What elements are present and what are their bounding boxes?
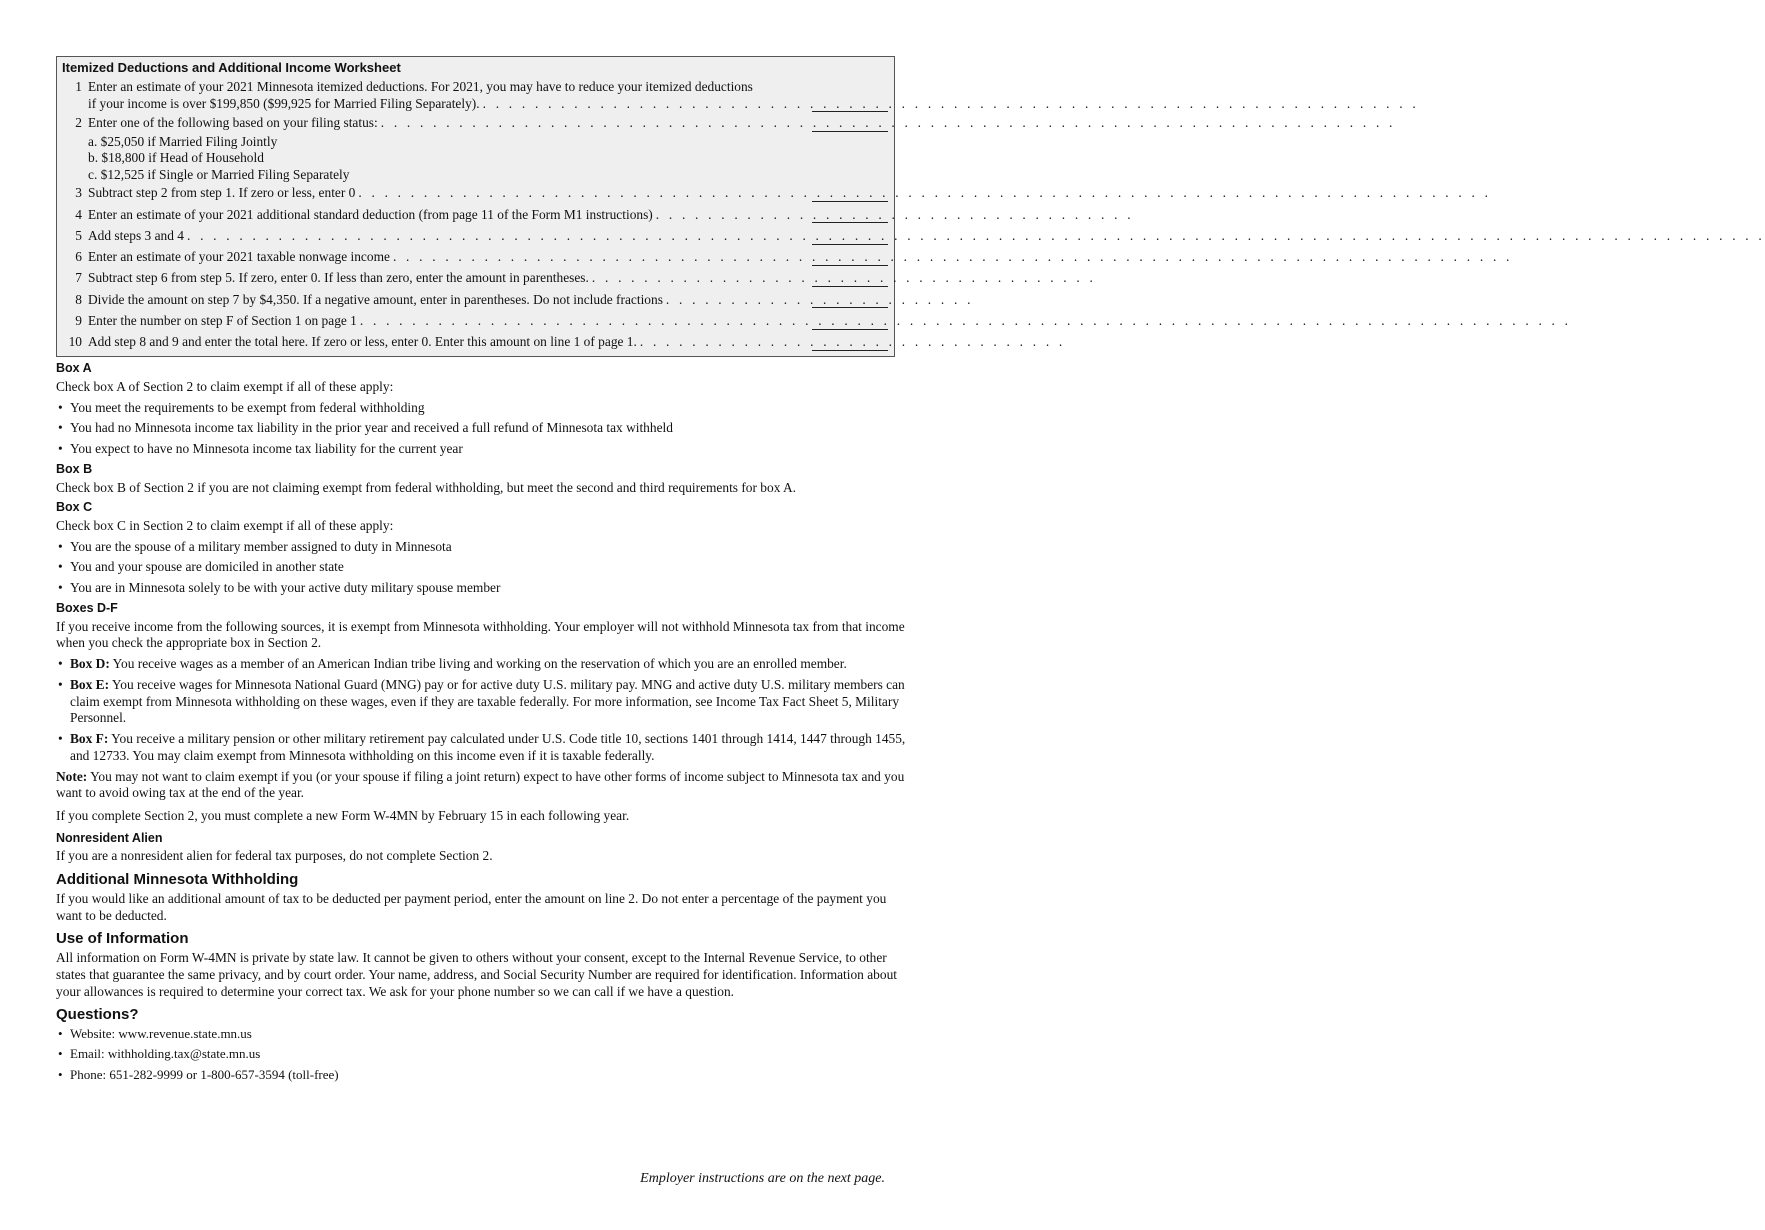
nonresident-text: If you are a nonresident alien for federal tax purposes, do not complete Section 2.	[56, 848, 493, 864]
worksheet-step-8	[62, 289, 974, 310]
step-number: 7	[75, 270, 82, 286]
list-item	[56, 656, 906, 673]
dot-leader: . . . . . . . . . . . . . . . . . . . . . . . . . . . . . . . . . . . . . . . . . . . . . . . . . . . . . . . . . . . . . . . . . . . . . . . . . . . . . . . . . . . . . . .	[358, 185, 1492, 201]
dot-leader: . . . . . . . . . . . . . . . . . . . . . . . . . . . . . . . . . . . . . . .	[591, 270, 1097, 286]
worksheet-step-1	[62, 77, 1419, 114]
step-number: 10	[68, 334, 82, 349]
list-item: • You are the spouse of a military member assigned to duty in Minnesota	[56, 539, 906, 556]
dot-leader: . . . . . . . . . . . . . . . . . . . . . . . .	[665, 291, 974, 307]
step-5-entry-line[interactable]	[812, 232, 888, 245]
followup-text: If you complete Section 2, you must complete a new Form W-4MN by February 15 in each following year.	[56, 808, 630, 823]
step-number: 3	[75, 185, 82, 201]
list-item: • You had no Minnesota income tax liability in the prior year and received a full refund of Minnesota tax withheld	[56, 420, 906, 437]
step-text: Add steps 3 and 4	[88, 227, 184, 243]
nonresident-heading: Nonresident Alien	[56, 830, 163, 845]
dot-leader: . . . . . . . . . . . . . . . . . . . . . . . . . . . . . . . . . . . . . . . . . . . . . . . . . . . . . . . . . . . . . . . . . . . . . . . . . . . . . . . . . . . . . . . . . . . . . . . . . . . . . . . . . . . . . . . . . . . . . . . . .	[186, 227, 1765, 243]
boxes-df-intro: If you receive income from the following sources, it is exempt from Minnesota withholding. Your employer will not withhold Minnesota tax from that income when you check the appropriate box in Section 2.	[56, 618, 905, 651]
step-3-entry-line[interactable]	[812, 189, 888, 202]
step-text: Enter an estimate of your 2021 additional standard deduction (from page 11 of the Form M1 instructions)	[88, 206, 653, 222]
worksheet-title: Itemized Deductions and Additional Income Worksheet	[62, 60, 401, 75]
box-a-heading: Box A	[56, 361, 92, 376]
note-paragraph	[56, 769, 906, 803]
step-8-entry-line[interactable]	[812, 295, 888, 308]
use-of-information-text: All information on Form W-4MN is private by state law. It cannot be given to others without your consent, except to the Internal Revenue Service, to other states that guarantee the same privacy, and by court order. Your name, address, and Social Security Number are required for identification. Information about your allowances is required to determine your correct tax. We ask for your phone number so we can call if we have a question.	[56, 950, 897, 999]
worksheet-step-9	[62, 310, 1572, 331]
list-item	[56, 677, 906, 727]
dot-leader: . . . . . . . . . . . . . . . . . . . . . . . . . . . . . . . . . . . . . . . . . . . . . . . . . . . . . . . . . . . . . . . . . . . . . . . .	[482, 95, 1419, 111]
step-7-entry-line[interactable]	[812, 274, 888, 287]
box-d-text: You receive wages as a member of an American Indian tribe living and working on the reservation of which you are an enrolled member.	[112, 656, 847, 671]
step-2-entry-line[interactable]	[812, 119, 888, 132]
page	[56, 56, 1765, 1087]
dot-leader: . . . . . . . . . . . . . . . . . . . . . . . . . . . . . . . . . . . . . . . . . . . . . . . . . . . . . . . . . . . . . . . . . . . . . . . . . . . . . . . . . . . . . . . . . . . . .	[359, 312, 1572, 328]
email-item: • Email: withholding.tax@state.mn.us	[56, 1046, 906, 1062]
step-text: Enter an estimate of your 2021 Minnesota itemized deductions. For 2021, you may have to reduce your itemized deductions	[88, 78, 753, 94]
dot-leader: . . . . . . . . . . . . . . . . . . . . . . . . . . . . . . . . . . . . .	[655, 206, 1134, 222]
step-1-entry-line[interactable]	[812, 99, 888, 112]
additional-withholding-heading: Additional Minnesota Withholding	[56, 871, 299, 889]
list-item: • You and your spouse are domiciled in another state	[56, 559, 906, 576]
additional-withholding-text: If you would like an additional amount of tax to be deducted per payment period, enter the amount on line 2. Do not enter a percentage of the payment you want to be deducted.	[56, 890, 887, 923]
box-d-label: Box D:	[70, 656, 110, 671]
worksheet-step-3	[62, 184, 1492, 204]
website-item: • Website: www.revenue.state.mn.us	[56, 1026, 906, 1042]
step-9-entry-line[interactable]	[812, 317, 888, 330]
box-a-list	[56, 400, 906, 458]
step-text: Enter one of the following based on your filing status:	[88, 115, 378, 131]
worksheet-box	[56, 56, 1765, 357]
filing-status-option: b. $18,800 if Head of Household	[88, 150, 264, 166]
filing-status-option: c. $12,525 if Single or Married Filing Separately	[88, 167, 350, 182]
step-number: 1	[75, 78, 82, 94]
box-c-heading: Box C	[56, 500, 93, 515]
step-number: 9	[75, 312, 82, 328]
box-b-heading: Box B	[56, 461, 93, 476]
step-number: 5	[75, 227, 82, 243]
dot-leader: . . . . . . . . . . . . . . . . . . . . . . . . . . . . . . . . . . . . . . . . . . . . . . . . . . . . . . . . . . . . . . . . . . . . . . . . . . . . . . . . . . . . . .	[392, 249, 1513, 264]
note-text: You may not want to claim exempt if you (or your spouse if filing a joint return) expect to have other forms of income subject to Minnesota tax and you want to avoid owing tax at the end of the year.	[56, 768, 905, 801]
worksheet-step-10	[62, 331, 1066, 352]
boxes-df-heading: Boxes D-F	[56, 600, 118, 615]
box-c-list	[56, 539, 906, 597]
questions-heading: Questions?	[56, 1006, 139, 1024]
step-text: Subtract step 2 from step 1. If zero or less, enter 0	[88, 185, 356, 201]
box-e-label: Box E:	[70, 676, 110, 692]
boxes-df-list	[56, 656, 906, 765]
dot-leader: . . . . . . . . . . . . . . . . . . . . . . . . . . . . . . . . . . . . . . . . . . . . . . . . . . . . . . . . . . . . . . . . . . . . . . . . . . . . . .	[380, 115, 1396, 131]
worksheet-step-4	[62, 204, 1134, 225]
worksheet-step-6	[62, 246, 1513, 267]
box-c-intro: Check box C in Section 2 to claim exempt if all of these apply:	[56, 517, 394, 533]
box-f-text: You receive a military pension or other military retirement pay calculated under U.S. Code title 10, sections 1401 through 1414, 1447 through 1455, and 12733. You may claim exempt from Minnesota withholding on this income even if it is taxable federally.	[70, 731, 906, 763]
step-number: 2	[75, 115, 82, 131]
questions-list	[56, 1026, 906, 1083]
list-item: • You meet the requirements to be exempt from federal withholding	[56, 400, 906, 417]
step-10-entry-line[interactable]	[812, 338, 888, 351]
box-a-intro: Check box A of Section 2 to claim exempt if all of these apply:	[56, 378, 394, 394]
list-item	[56, 731, 906, 765]
footer-note: Employer instructions are on the next page.	[640, 1171, 885, 1186]
step-text: Add step 8 and 9 and enter the total here. If zero or less, enter 0. Enter this amount on line 1 of page 1.	[88, 334, 637, 349]
list-item: • You are in Minnesota solely to be with your active duty military spouse member	[56, 580, 906, 597]
step-text-continued: if your income is over $199,850 ($99,925 for Married Filing Separately).	[88, 95, 480, 111]
box-e-text: You receive wages for Minnesota National Guard (MNG) pay or for active duty U.S. military pay. MNG and active duty U.S. military members can claim exempt from Minnesota withholding on these wages, even if they are taxable federally. For more information, see Income Tax Fact Sheet 5, Military Personnel.	[70, 676, 905, 726]
step-4-entry-line[interactable]	[812, 210, 888, 223]
step-text: Divide the amount on step 7 by $4,350. If a negative amount, enter in parentheses. Do not include fractions	[88, 291, 663, 307]
step-number: 6	[75, 249, 82, 264]
box-b-text: Check box B of Section 2 if you are not claiming exempt from federal withholding, but meet the second and third requirements for box A.	[56, 479, 797, 495]
step-6-entry-line[interactable]	[812, 253, 888, 266]
step-text: Subtract step 6 from step 5. If zero, enter 0. If less than zero, enter the amount in parentheses.	[88, 270, 589, 286]
step-text: Enter the number on step F of Section 1 on page 1	[88, 312, 357, 328]
note-label: Note:	[56, 768, 88, 784]
worksheet-step-7	[62, 267, 1097, 288]
filing-status-option: a. $25,050 if Married Filing Jointly	[88, 133, 278, 149]
dot-leader: . . . . . . . . . . . . . . . . . . . . . . . . . . . . . . . . .	[639, 334, 1066, 349]
step-text: Enter an estimate of your 2021 taxable nonwage income	[88, 249, 390, 264]
phone-item: • Phone: 651-282-9999 or 1-800-657-3594 (toll-free)	[56, 1067, 906, 1083]
box-f-label: Box F:	[70, 731, 109, 746]
worksheet-step-5	[62, 225, 1765, 246]
step-number: 4	[75, 206, 82, 222]
step-number: 8	[75, 291, 82, 307]
use-of-information-heading: Use of Information	[56, 930, 189, 948]
list-item: • You expect to have no Minnesota income tax liability for the current year	[56, 441, 906, 458]
worksheet-step-2	[62, 114, 1396, 184]
